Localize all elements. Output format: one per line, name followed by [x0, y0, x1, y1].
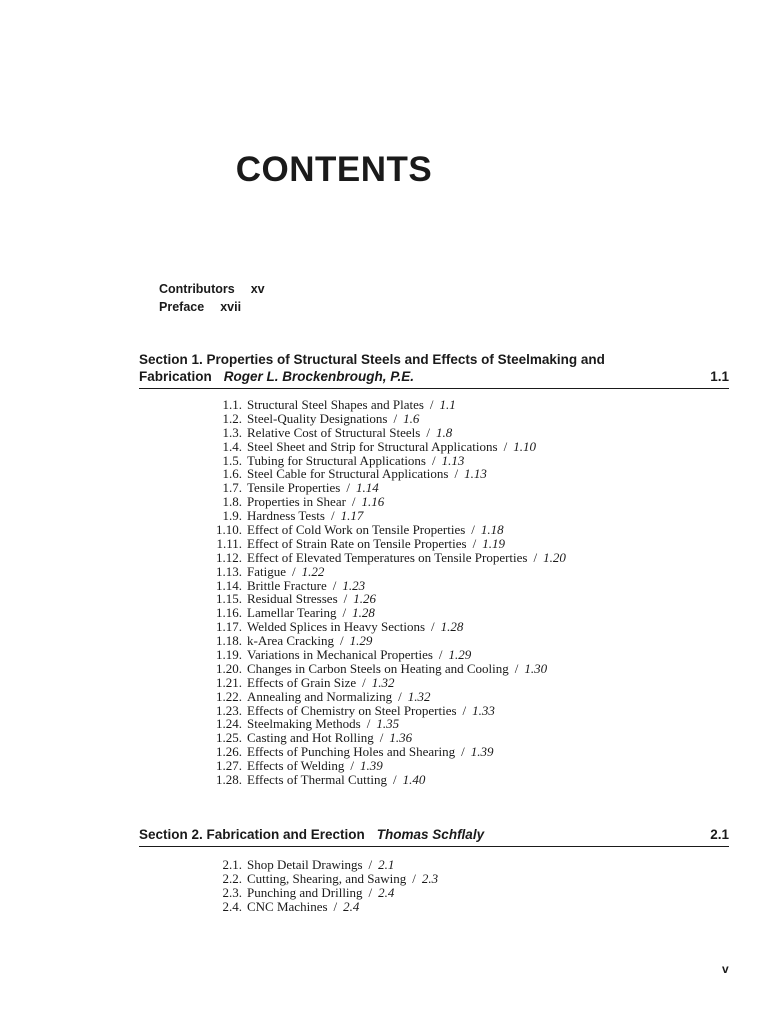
entry-title: Casting and Hot Rolling [247, 730, 374, 746]
entry-number: 1.20. [216, 660, 242, 676]
entry-separator: / [346, 480, 350, 496]
entry-separator: / [426, 424, 430, 440]
entry-number: 1.9. [222, 508, 242, 524]
entry-title: Steel Sheet and Strip for Structural Applications [247, 438, 498, 454]
entry-title: Effects of Grain Size [247, 674, 357, 690]
entry-page: 1.6 [403, 410, 420, 426]
entry-separator: / [340, 633, 344, 649]
entry-separator: / [351, 494, 356, 510]
entry-number: 2.1. [222, 857, 242, 872]
entry-title: Steelmaking Methods [247, 716, 361, 732]
front-matter-page: xvii [220, 300, 242, 314]
entry-number: 2.3. [222, 884, 242, 900]
section-heading-line: Section 1. Properties of Structural Steels and Effects of Steelmaking and [139, 352, 605, 367]
entry-number: 1.8. [222, 494, 242, 510]
entry-page: 2.4 [343, 898, 360, 914]
entry-page: 1.32 [407, 688, 431, 704]
entry-number: 2.4. [222, 898, 242, 914]
entry-page: 1.23 [342, 577, 366, 593]
entry-number: 1.27. [216, 758, 242, 774]
entry-separator: / [342, 605, 347, 621]
entry-number: 1.23. [216, 702, 242, 718]
page-number: v [722, 962, 729, 976]
front-matter-item[interactable] [159, 298, 265, 316]
entry-number: 1.22. [216, 688, 242, 704]
entry-page: 1.16 [361, 494, 385, 510]
entry-title: Hardness Tests [247, 508, 325, 524]
entry-number: 2.2. [222, 870, 242, 886]
toc-entry[interactable] [200, 704, 566, 718]
entry-separator: / [343, 591, 348, 607]
entry-title: Structural Steel Shapes and Plates [247, 397, 424, 412]
section-1-entries [200, 398, 566, 787]
toc-entry[interactable] [200, 565, 566, 579]
section-2-heading[interactable] [139, 826, 729, 847]
entry-title: Welded Splices in Heavy Sections [247, 619, 426, 635]
entry-separator: / [533, 549, 538, 565]
section-author: Roger L. Brockenbrough, P.E. [223, 369, 415, 384]
toc-entry[interactable] [200, 454, 566, 468]
entry-page: 1.30 [524, 660, 548, 676]
entry-separator: / [429, 397, 434, 412]
entry-title: Shop Detail Drawings [247, 857, 363, 872]
toc-entry[interactable] [200, 745, 566, 759]
entry-number: 1.11. [216, 535, 242, 551]
entry-number: 1.5. [222, 452, 242, 468]
entry-separator: / [292, 563, 296, 579]
entry-page: 2.3 [421, 870, 439, 886]
entry-separator: / [454, 466, 459, 482]
entry-title: Fatigue [247, 563, 286, 579]
toc-entry[interactable] [200, 495, 566, 509]
section-heading-line: Section 2. Fabrication and Erection [139, 827, 365, 842]
toc-entry[interactable] [200, 481, 566, 495]
entry-separator: / [462, 702, 467, 718]
section-2-entries [200, 858, 438, 914]
section-page: 1.1 [710, 369, 729, 384]
section-1-heading[interactable] [139, 351, 729, 389]
entry-title: Effects of Punching Holes and Shearing [247, 744, 456, 760]
entry-title: Steel Cable for Structural Applications [247, 466, 449, 482]
toc-entry[interactable] [200, 717, 566, 731]
toc-entry[interactable] [200, 690, 566, 704]
entry-page: 1.40 [402, 772, 426, 788]
entry-page: 1.28 [352, 605, 375, 621]
entry-number: 1.6. [222, 466, 242, 482]
entry-title: Steel-Quality Designations [247, 410, 388, 426]
toc-entry[interactable] [200, 731, 566, 745]
entry-title: Effect of Elevated Temperatures on Tensile Properties [247, 549, 528, 565]
entry-title: Effects of Thermal Cutting [247, 772, 387, 788]
toc-entry[interactable] [200, 662, 566, 676]
toc-entry[interactable] [200, 467, 566, 481]
entry-title: k-Area Cracking [247, 633, 334, 649]
entry-separator: / [438, 647, 443, 663]
entry-separator: / [332, 577, 337, 593]
toc-entry[interactable] [200, 440, 566, 454]
toc-entry[interactable] [200, 872, 438, 886]
entry-number: 1.19. [216, 647, 242, 663]
entry-title: Changes in Carbon Steels on Heating and Cooling [247, 660, 509, 676]
entry-separator: / [368, 857, 373, 872]
entry-separator: / [362, 674, 366, 690]
entry-number: 1.7. [222, 480, 242, 496]
entry-page: 2.1 [378, 857, 395, 872]
entry-separator: / [472, 535, 477, 551]
entry-separator: / [461, 744, 465, 760]
entry-separator: / [392, 772, 397, 788]
entry-page: 1.10 [513, 438, 536, 454]
entry-number: 1.3. [222, 424, 242, 440]
entry-page: 1.18 [480, 522, 504, 538]
entry-page: 1.29 [349, 633, 373, 649]
toc-entry[interactable] [200, 426, 566, 440]
entry-page: 1.1 [439, 397, 456, 412]
entry-page: 1.22 [301, 563, 325, 579]
entry-page: 1.19 [482, 535, 505, 551]
entry-title: Effect of Strain Rate on Tensile Properties [247, 535, 467, 551]
entry-page: 1.13 [441, 452, 465, 468]
entry-title: Tubing for Structural Applications [247, 452, 426, 468]
toc-entry[interactable] [200, 398, 566, 412]
toc-entry[interactable] [200, 523, 566, 537]
toc-entry[interactable] [200, 773, 566, 787]
entry-page: 1.14 [355, 480, 379, 496]
entry-separator: / [503, 438, 508, 454]
entry-page: 1.39 [360, 758, 383, 774]
entry-separator: / [393, 410, 398, 426]
entry-number: 1.2. [222, 410, 242, 426]
toc-entry[interactable] [200, 551, 566, 565]
entry-number: 1.10. [216, 522, 242, 538]
entry-number: 1.21. [216, 674, 242, 690]
entry-page: 1.20 [543, 549, 566, 565]
entry-title: Effects of Chemistry on Steel Properties [247, 702, 457, 718]
entry-title: Punching and Drilling [247, 884, 363, 900]
entry-page: 1.17 [340, 508, 364, 524]
entry-page: 1.36 [389, 730, 413, 746]
front-matter-label: Contributors [159, 282, 235, 296]
entry-page: 1.35 [376, 716, 400, 732]
section-author: Thomas Schflaly [376, 827, 485, 842]
entry-page: 1.33 [472, 702, 495, 718]
toc-entry[interactable] [200, 886, 438, 900]
entry-number: 1.24. [216, 716, 242, 732]
entry-separator: / [398, 688, 402, 704]
entry-number: 1.17. [216, 619, 242, 635]
front-matter-list [159, 280, 265, 316]
entry-separator: / [471, 522, 475, 538]
entry-title: Residual Stresses [247, 591, 338, 607]
entry-separator: / [368, 884, 373, 900]
toc-entry[interactable] [200, 579, 566, 593]
entry-separator: / [333, 898, 338, 914]
entry-number: 1.25. [216, 730, 242, 746]
front-matter-page: xv [250, 282, 265, 296]
toc-entry[interactable] [200, 537, 566, 551]
entry-number: 1.13. [216, 563, 242, 579]
entry-number: 1.15. [216, 591, 242, 607]
front-matter-label: Preface [159, 300, 205, 314]
entry-number: 1.4. [222, 438, 242, 454]
entry-page: 1.28 [440, 619, 464, 635]
entry-page: 1.39 [470, 744, 494, 760]
entry-number: 1.18. [216, 633, 242, 649]
toc-entry[interactable] [200, 620, 566, 634]
toc-entry[interactable] [200, 676, 566, 690]
entry-number: 1.14. [216, 577, 242, 593]
entry-page: 2.4 [378, 884, 395, 900]
entry-title: CNC Machines [247, 898, 328, 914]
section-page: 2.1 [710, 827, 729, 842]
entry-separator: / [350, 758, 355, 774]
entry-title: Relative Cost of Structural Steels [247, 424, 421, 440]
entry-title: Effects of Welding [247, 758, 345, 774]
entry-separator: / [379, 730, 384, 746]
entry-separator: / [432, 452, 436, 468]
entry-page: 1.13 [464, 466, 487, 482]
entry-title: Brittle Fracture [247, 577, 327, 593]
entry-number: 1.12. [216, 549, 242, 565]
entry-number: 1.26. [216, 744, 242, 760]
toc-entry[interactable] [200, 648, 566, 662]
entry-number: 1.28. [216, 772, 242, 788]
entry-page: 1.29 [448, 647, 472, 663]
entry-title: Cutting, Shearing, and Sawing [247, 870, 407, 886]
front-matter-item[interactable] [159, 280, 265, 298]
entry-page: 1.32 [371, 674, 395, 690]
section-heading-line: Fabrication [139, 369, 212, 384]
entry-title: Properties in Shear [247, 494, 346, 510]
toc-entry[interactable] [200, 900, 438, 914]
toc-entry[interactable] [200, 412, 566, 426]
entry-page: 1.26 [353, 591, 377, 607]
entry-number: 1.16. [216, 605, 242, 621]
entry-number: 1.1. [222, 397, 242, 412]
toc-entry[interactable] [200, 606, 566, 620]
entry-separator: / [514, 660, 519, 676]
toc-entry[interactable] [200, 858, 438, 872]
entry-separator: / [366, 716, 371, 732]
toc-entry[interactable] [200, 634, 566, 648]
toc-entry[interactable] [200, 592, 566, 606]
entry-title: Variations in Mechanical Properties [247, 647, 433, 663]
page-title: CONTENTS [235, 150, 433, 189]
entry-separator: / [412, 870, 416, 886]
entry-separator: / [330, 508, 335, 524]
toc-entry[interactable] [200, 509, 566, 523]
entry-title: Effect of Cold Work on Tensile Properties [247, 522, 466, 538]
entry-title: Tensile Properties [247, 480, 341, 496]
entry-page: 1.8 [435, 424, 453, 440]
entry-title: Lamellar Tearing [247, 605, 337, 621]
toc-entry[interactable] [200, 759, 566, 773]
entry-separator: / [431, 619, 435, 635]
entry-title: Annealing and Normalizing [247, 688, 393, 704]
